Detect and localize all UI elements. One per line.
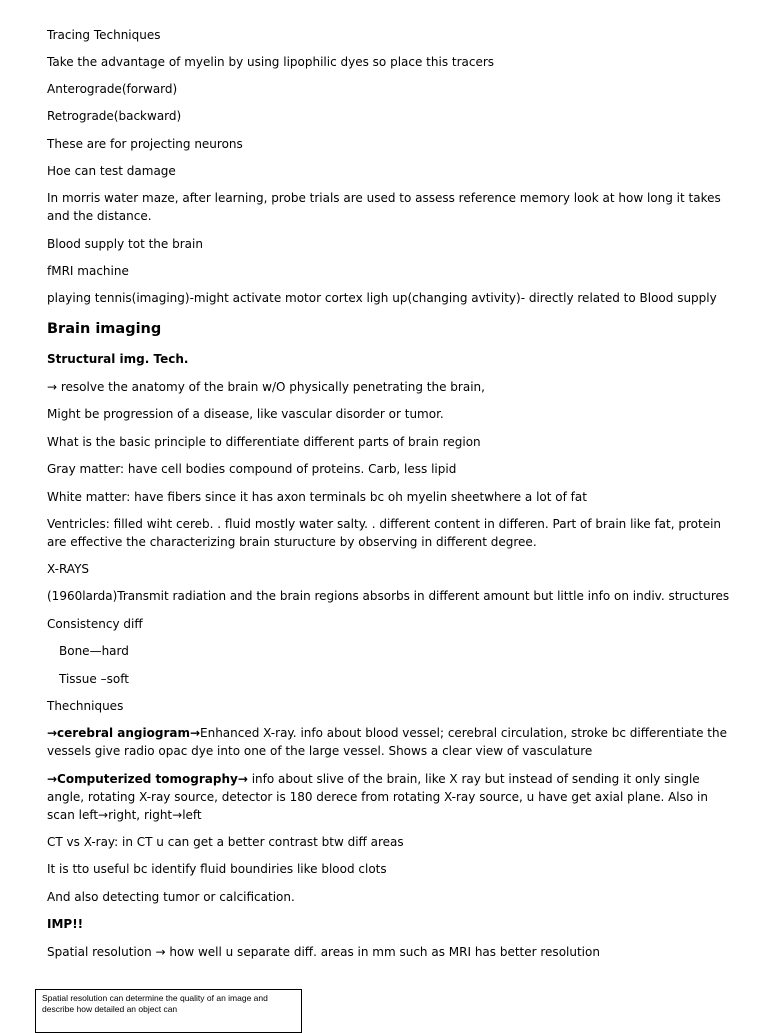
text-line: What is the basic principle to differentiate different parts of brain region (47, 435, 481, 449)
text-line: IMP!! (47, 917, 84, 931)
text-line: Blood supply tot the brain (47, 237, 203, 251)
text-line: Might be progression of a disease, like vascular disorder or tumor. (47, 407, 444, 421)
footnote-text: Spatial resolution can determine the quality of an image and describe how detailed an object can (42, 993, 268, 1014)
text-paragraph (47, 770, 727, 824)
text-line: Gray matter: have cell bodies compound of proteins. Carb, less lipid (47, 462, 457, 476)
text-line: These are for projecting neurons (47, 137, 243, 151)
text-line: Hoe can test damage (47, 164, 176, 178)
text-line: Take the advantage of myelin by using lipophilic dyes so place this tracers (47, 55, 495, 69)
text-line: (1960larda)Transmit radiation and the brain regions absorbs in different amount but little info on indiv. structures (47, 589, 730, 603)
text-paragraph: Ventricles: filled wiht cereb. . fluid mostly water salty. . different content in differen. Part of brain like fat, protein are effective the characterizing brain sturucture by observing in different degree. (47, 517, 722, 549)
text-line: → resolve the anatomy of the brain w/O physically penetrating the brain, (47, 380, 485, 394)
text-line: It is tto useful bc identify fluid boundiries like blood clots (47, 862, 387, 876)
text-line: Bone—hard (59, 644, 129, 658)
text-paragraph (47, 724, 727, 760)
text-line: playing tennis(imaging)-might activate motor cortex ligh up(changing avtivity)- directly related to Blood supply (47, 291, 717, 305)
subheading: Structural img. Tech. (47, 352, 189, 366)
text-line: Spatial resolution → how well u separate diff. areas in mm such as MRI has better resolution (47, 945, 600, 959)
section-heading: Brain imaging (47, 321, 162, 337)
text-line: Tracing Techniques (47, 28, 161, 42)
text-line: Retrograde(backward) (47, 109, 182, 123)
term-text: Enhanced X-ray. info about blood vessel; cerebral circulation, stroke bc differentiate the vessels give radio opac dye into one of the large vessel. Shows a clear view of vasculature (47, 726, 727, 758)
footnote-box (35, 989, 302, 1033)
term-text: info about slive of the brain, like X ray but instead of sending it only single angle, rotating X-ray source, detector is 180 derece from rotating X-ray source, u have get axial plane. Also in scan left→right, right→left (47, 772, 708, 822)
text-line: fMRI machine (47, 264, 129, 278)
text-line: Thechniques (47, 699, 124, 713)
text-line: Anterograde(forward) (47, 82, 178, 96)
text-line: And also detecting tumor or calcification. (47, 890, 295, 904)
text-paragraph: In morris water maze, after learning, probe trials are used to assess reference memory look at how long it takes and the distance. (47, 191, 721, 223)
text-line: CT vs X-ray: in CT u can get a better contrast btw diff areas (47, 835, 404, 849)
term-label: →Computerized tomography→ (47, 772, 248, 786)
text-line: Tissue –soft (59, 672, 129, 686)
text-line: X-RAYS (47, 562, 90, 576)
term-label: →cerebral angiogram→ (47, 726, 201, 740)
text-line: Consistency diff (47, 617, 143, 631)
text-line: White matter: have fibers since it has axon terminals bc oh myelin sheetwhere a lot of fat (47, 490, 587, 504)
